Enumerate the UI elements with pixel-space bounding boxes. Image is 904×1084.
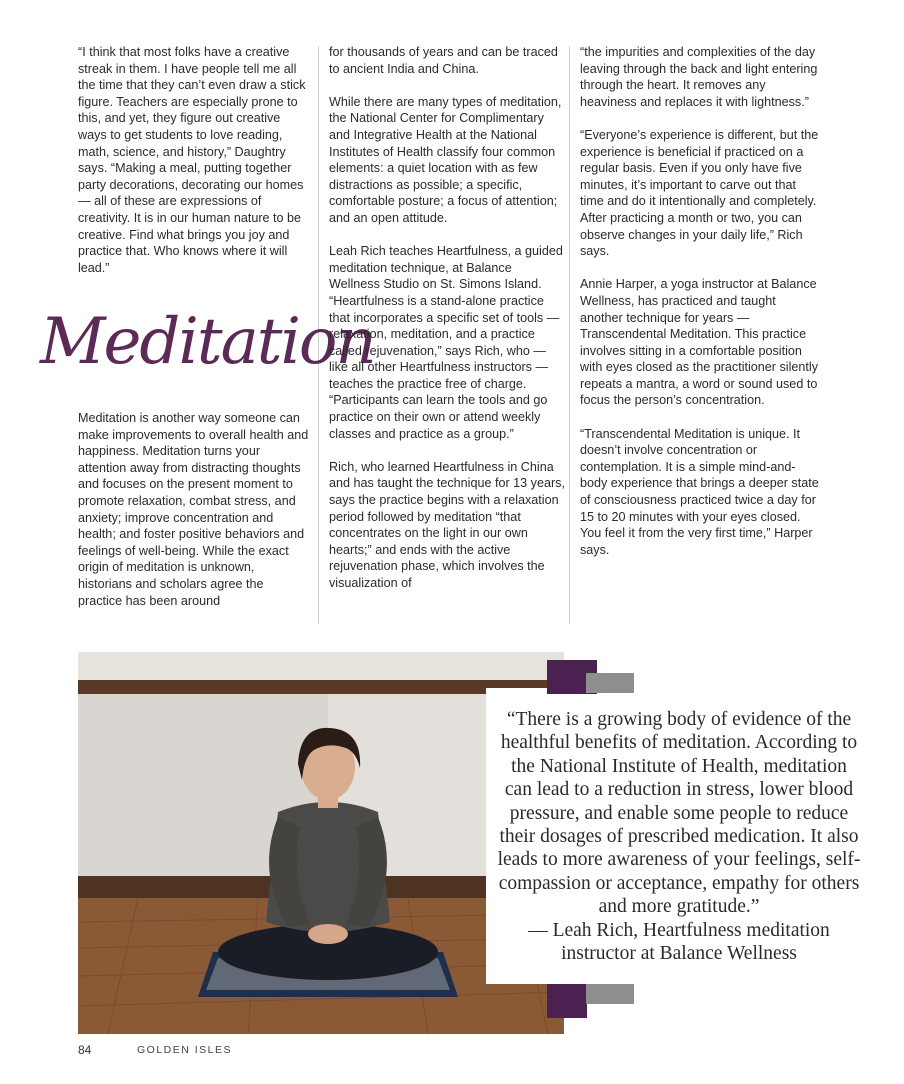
- pull-quote-attribution-line-1: — Leah Rich, Heartfulness meditation: [528, 919, 830, 941]
- column-rule-2: [569, 46, 570, 624]
- paragraph: for thousands of years and can be traced to ancient India and China.: [329, 45, 558, 76]
- pull-quote: [496, 708, 862, 965]
- column-1-bottom: [78, 410, 310, 609]
- section-heading: Meditation: [40, 305, 375, 379]
- accent-bar-gray-bottom: [586, 984, 634, 1004]
- column-3: [580, 44, 820, 558]
- page-number: 84: [78, 1043, 92, 1057]
- paragraph: “Everyone’s experience is different, but the experience is beneficial if practiced on a regular basis. Even if you only have five minutes, it’s important to carve out that time and do it intentionally and completely. After practicing a month or two, you can observe changes in your daily life,” Rich says.: [580, 127, 819, 259]
- pull-quote-text: “There is a growing body of evidence of the healthful benefits of meditation. According to the National Institute of Health, meditation can lead to a reduction in stress, lower blood pressure, and enable some people to reduce their dosages of prescribed medication. It also leads to more awareness of your feelings, self-compassion or acceptance, empathy for others and more gratitude.”: [497, 709, 861, 918]
- magazine-name: GOLDEN ISLES: [137, 1044, 233, 1056]
- accent-bar-purple-bottom: [547, 984, 587, 1018]
- paragraph: Leah Rich teaches Heartfulness, a guided meditation technique, at Balance Wellness Studio on St. Simons Island. “Heartfulness is a stand-alone practice that incorporates a specific set of tools — relaxation, meditation, and a practice called rejuvenation,” says Rich, who — like all other Heartfulness instructors — teaches the practice free of charge. “Participants can learn the tools and go practice on their own or attend weekly classes and practice as a group.”: [329, 244, 563, 441]
- paragraph: “the impurities and complexities of the day leaving through the back and light entering through the heart. It removes any heaviness and replaces it with lightness.”: [580, 45, 818, 109]
- paragraph: Meditation is another way someone can make improvements to overall health and happiness. Meditation turns your attention away from distracting thoughts and focuses on the present moment to promote relaxation, combat stress, and anxiety; improve concentration and health; and foster positive behaviors and feelings of well-being. While the exact origin of meditation is unknown, historians and scholars agree the practice has been around: [78, 411, 309, 608]
- paragraph: Annie Harper, a yoga instructor at Balance Wellness, has practiced and taught another technique for years — Transcendental Meditation. This practice involves sitting in a comfortable position with eyes closed as the practitioner silently repeats a mantra, a word or sound used to focus the person’s concentration.: [580, 277, 818, 408]
- paragraph: Rich, who learned Heartfulness in China and has taught the technique for 13 years, says the practice begins with a relaxation period followed by meditation “that concentrates on the light in our own hearts;” and ends with the active rejuvenation phase, which involves the visualization of: [329, 459, 565, 590]
- column-1-top: [78, 44, 310, 276]
- paragraph: While there are many types of meditation, the National Center for Complimentary and Integrative Health at the National Institutes of Health classify four common elements: a quiet location with as few distractions as possible; a specific, comfortable posture; a focus of attention; and an open attitude.: [329, 94, 562, 225]
- paragraph: “I think that most folks have a creative streak in them. I have people tell me all the time that they can’t even draw a stick figure. Teachers are especially prone to this, and yet, they figure out creative ways to get students to love reading, math, science, and history,” Daughtry says. “Making a meal, putting together party decorations, decorating our homes — all of these are expressions of creativity. It is in our human nature to be creative. Find what brings you joy and practice that. Who knows where it will lead.”: [78, 45, 306, 275]
- pull-quote-attribution-line-2: instructor at Balance Wellness: [561, 943, 797, 965]
- paragraph: “Transcendental Meditation is unique. It doesn’t involve concentration or contemplation. It is a simple mind-and-body experience that brings a deeper state of consciousness practiced twice a day for 15 to 20 minutes with your eyes closed. You feel it from the very first time,” Harper says.: [580, 426, 819, 557]
- column-2: [329, 44, 565, 592]
- accent-bar-gray-top: [586, 673, 634, 693]
